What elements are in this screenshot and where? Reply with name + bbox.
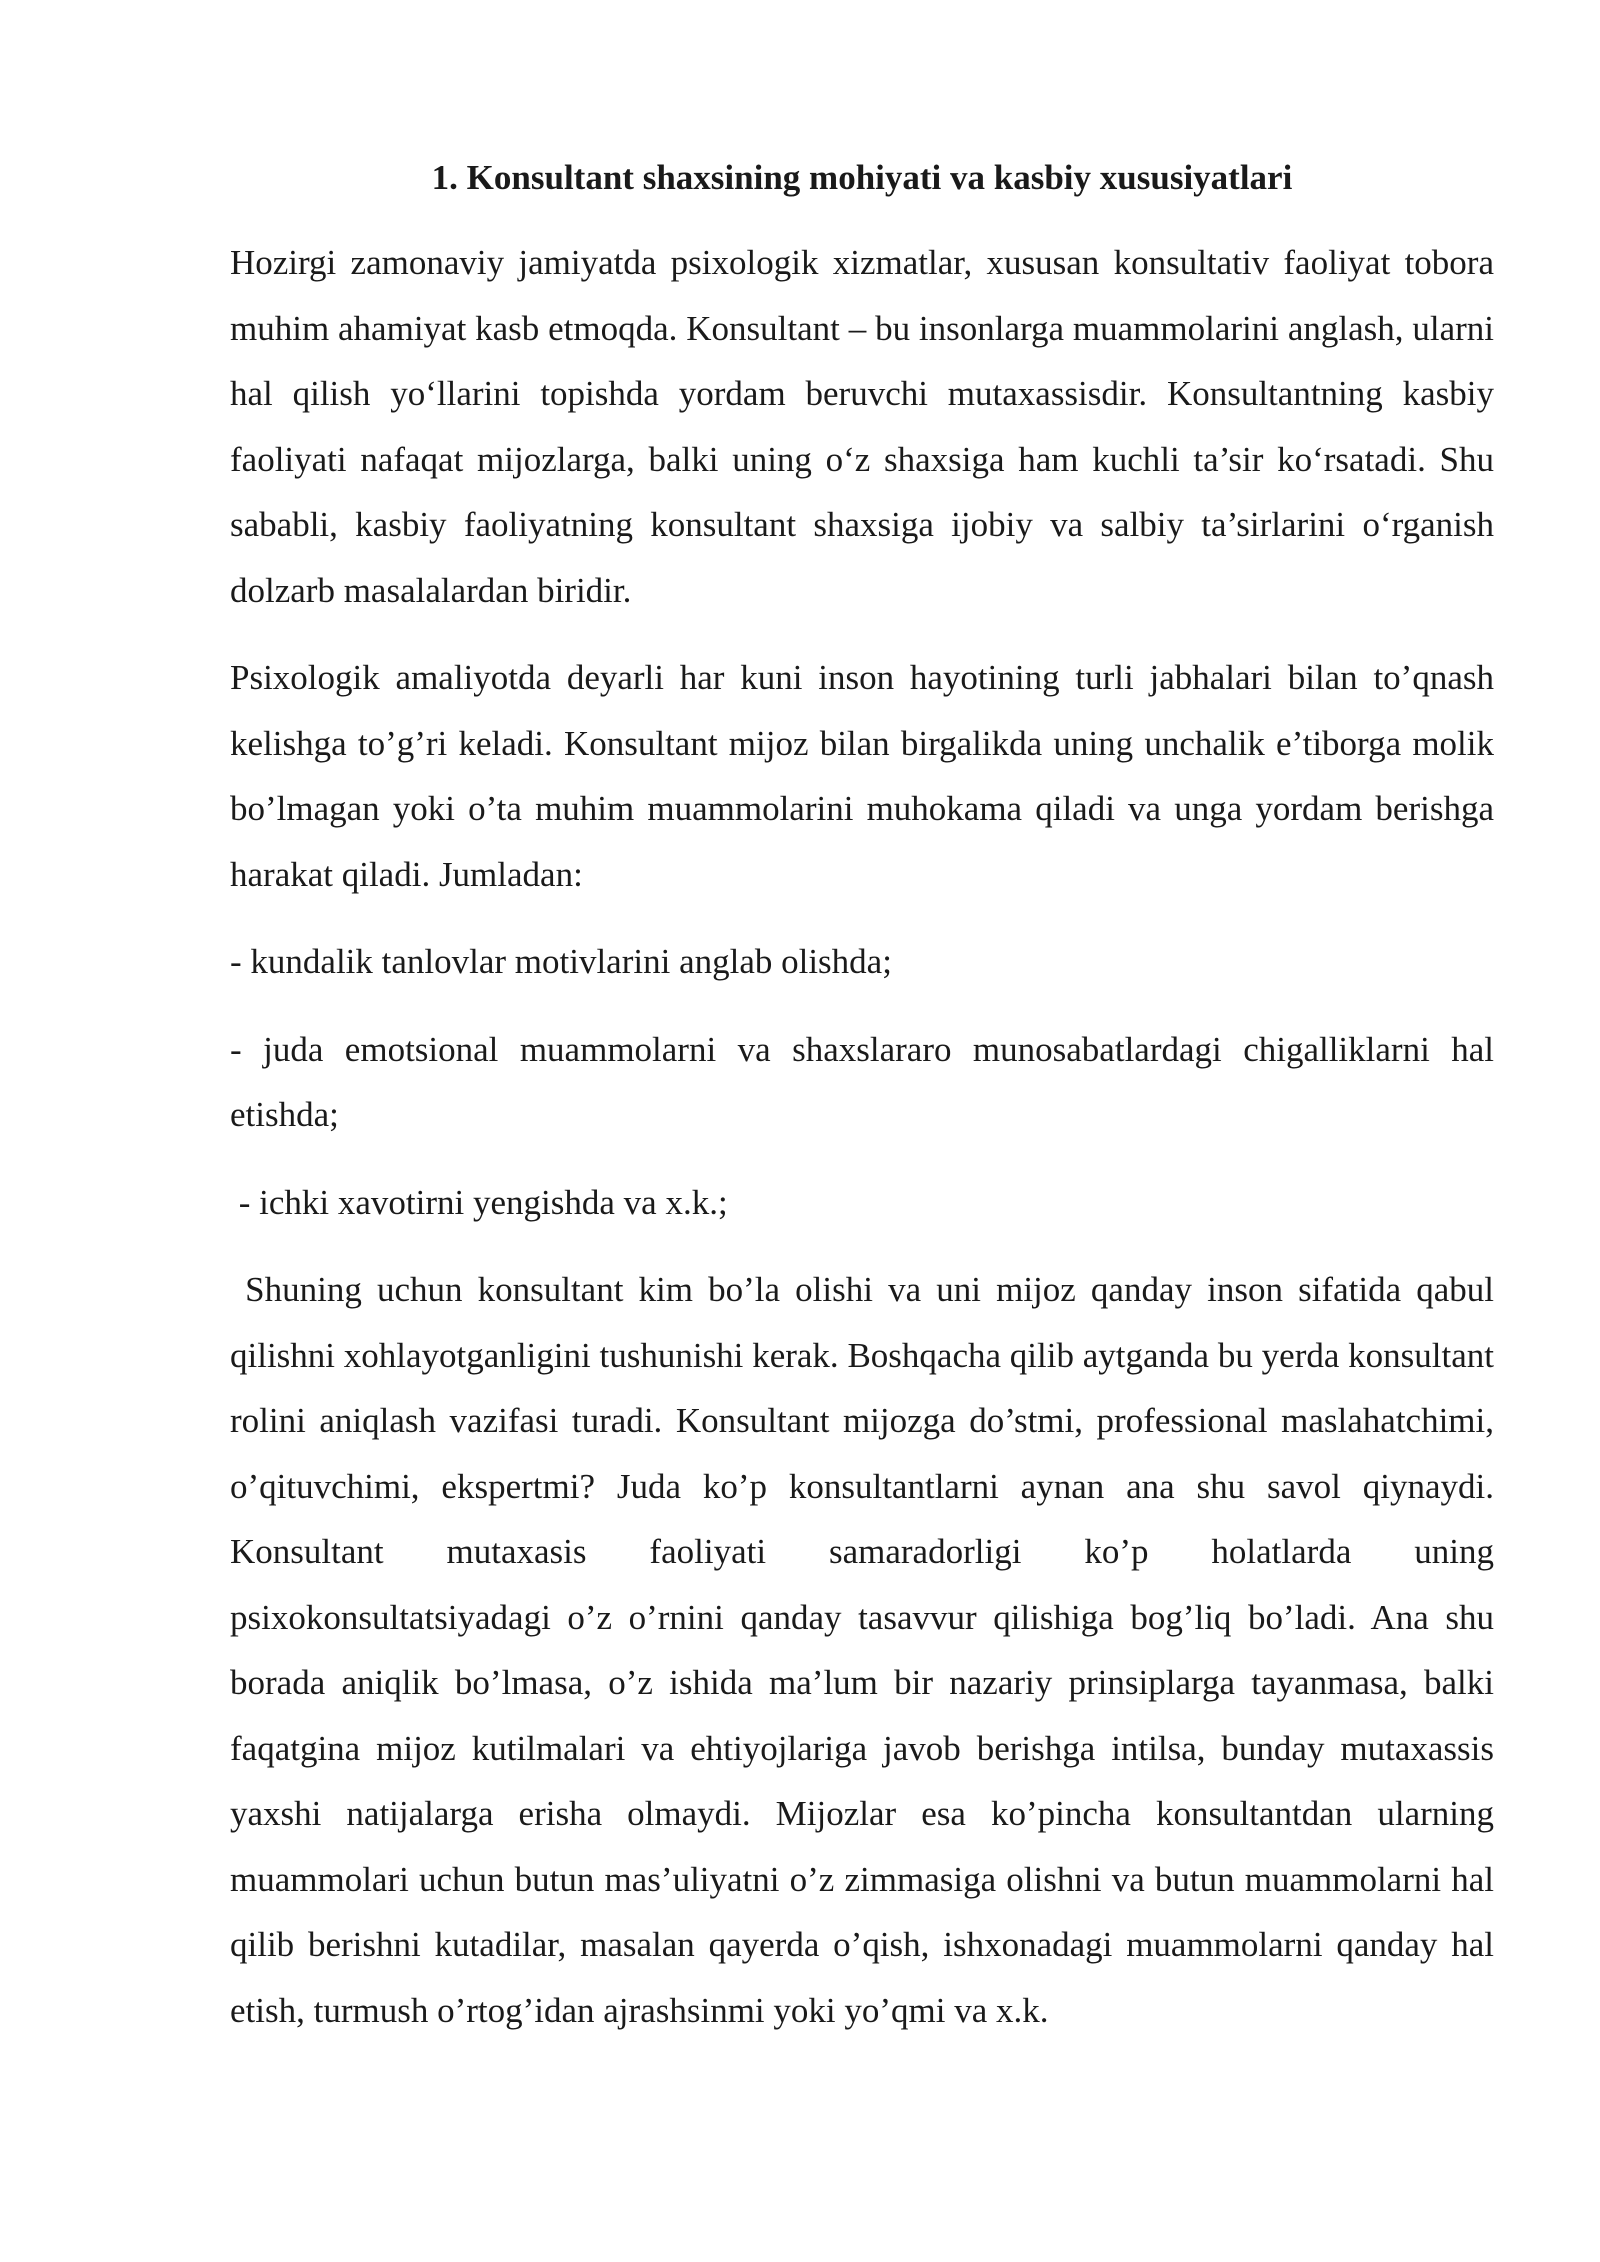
paragraph: Psixologik amaliyotda deyarli har kuni inson hayotining turli jabhalari bilan to’qnash kelishga to’g’ri keladi. Konsultant mijoz bilan birgalikda uning unchalik e’tiborga molik bo’lmagan yoki o’ta muhim muammolarini muhokama qiladi va unga yordam berishga harakat qiladi. Jumladan:: [230, 658, 1494, 894]
list-item: - juda emotsional muammolarni va shaxslararo munosabatlardagi chigalliklarni hal etishda;: [230, 1029, 1494, 1134]
list-item: - ichki xavotirni yengishda va x.k.;: [230, 1182, 728, 1222]
section-title: 1. Konsultant shaxsining mohiyati va kasbiy xususiyatlari: [431, 158, 1293, 197]
list-item: - kundalik tanlovlar motivlarini anglab olishda;: [230, 942, 892, 981]
paragraph: Hozirgi zamonaviy jamiyatda psixologik xizmatlar, xususan konsultativ faoliyat tobora muhim ahamiyat kasb etmoqda. Konsultant – bu insonlarga muammolarini anglash, ularni hal qilish yo‘llarini topishda yordam beruvchi mutaxassisdir. Konsultantning kasbiy faoliyati nafaqat mijozlarga, balki uning o‘z shaxsiga ham kuchli ta’sir ko‘rsatadi. Shu sababli, kasbiy faoliyatning konsultant shaxsiga ijobiy va salbiy ta’sirlarini o‘rganish dolzarb masalalardan biridir.: [230, 243, 1494, 610]
document-body: [230, 148, 1503, 2065]
paragraph: Shuning uchun konsultant kim bo’la olishi va uni mijoz qanday inson sifatida qabul qilishni xohlayotganligini tushunishi kerak. Boshqacha qilib aytganda bu yerda konsultant rolini aniqlash vazifasi turadi. Konsultant mijozga do’stmi, professional maslahatchimi, o’qituvchimi, ekspertmi? Juda ko’p konsultantlarni aynan ana shu savol qiynaydi. Konsultant mutaxasis faoliyati samaradorligi ko’p holatlarda uning psixokonsultatsiyadagi o’z o’rnini qanday tasavvur qilishiga bog’liq bo’ladi. Ana shu borada aniqlik bo’lmasa, o’z ishida ma’lum bir nazariy prinsiplarga tayanmasa, balki faqatgina mijoz kutilmalari va ehtiyojlariga javob berishga intilsa, bunday mutaxassis yaxshi natijalarga erisha olmaydi. Mijozlar esa ko’pincha konsultantdan ularning muammolari uchun butun mas’uliyatni o’z zimmasiga olishni va butun muammolarni hal qilib berishni kutadilar, masalan qayerda o’qish, ishxonadagi muammolarni qanday hal etish, turmush o’rtog’idan ajrashsinmi yoki yo’qmi va x.k.: [230, 1270, 1503, 2030]
